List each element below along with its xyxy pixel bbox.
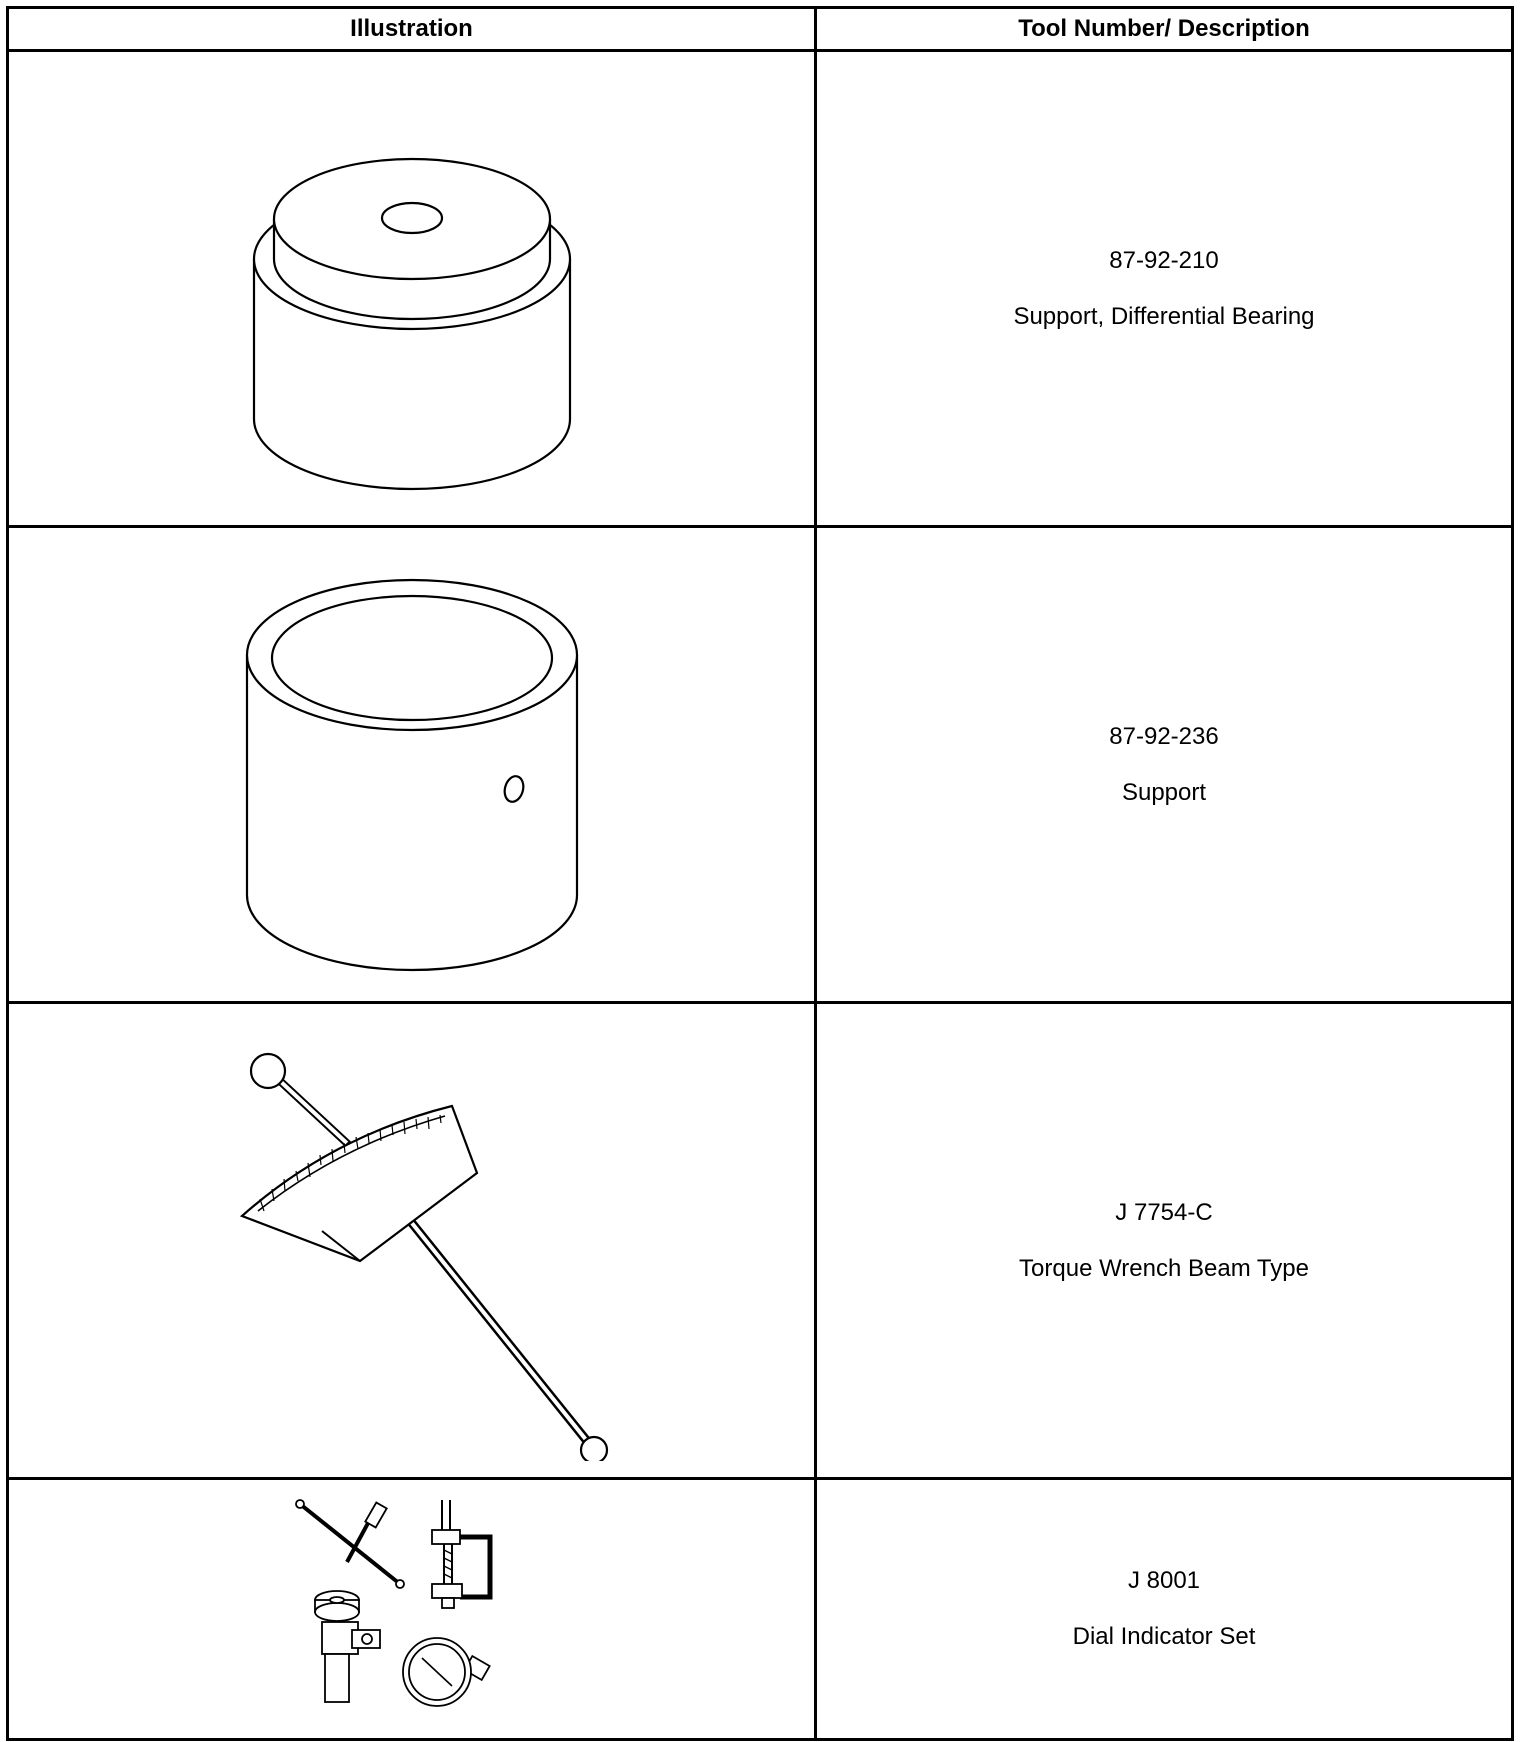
table-row bbox=[8, 1479, 1513, 1740]
header-illustration: Illustration bbox=[8, 8, 816, 51]
cup-cylinder-icon bbox=[202, 545, 622, 985]
tool-description: Support, Differential Bearing bbox=[1013, 302, 1315, 330]
table-row bbox=[8, 1003, 1513, 1479]
tool-number: J 8001 bbox=[1127, 1567, 1201, 1594]
torque-wrench-icon bbox=[202, 1021, 622, 1461]
illustration-cell bbox=[8, 527, 816, 1003]
stepped-cylinder-icon bbox=[202, 69, 622, 509]
tool-description: Support bbox=[1121, 778, 1207, 806]
tool-number: J 7754-C bbox=[1115, 1198, 1213, 1226]
description-cell bbox=[816, 527, 1513, 1003]
tool-table bbox=[6, 6, 1514, 1741]
header-description: Tool Number/ Description bbox=[816, 8, 1513, 51]
table-row bbox=[8, 51, 1513, 527]
tool-description: Dial Indicator Set bbox=[1072, 1623, 1256, 1650]
description-cell bbox=[816, 51, 1513, 527]
tool-number: 87-92-236 bbox=[1109, 722, 1219, 750]
table-row bbox=[8, 527, 1513, 1003]
illustration-cell bbox=[8, 1003, 816, 1479]
description-cell bbox=[816, 1003, 1513, 1479]
illustration-cell bbox=[8, 1479, 816, 1740]
tool-description: Torque Wrench Beam Type bbox=[1019, 1254, 1309, 1282]
dial-indicator-set-icon bbox=[292, 1492, 532, 1727]
header-row bbox=[8, 8, 1513, 51]
description-cell bbox=[816, 1479, 1513, 1740]
tool-number: 87-92-210 bbox=[1109, 246, 1219, 274]
illustration-cell bbox=[8, 51, 816, 527]
